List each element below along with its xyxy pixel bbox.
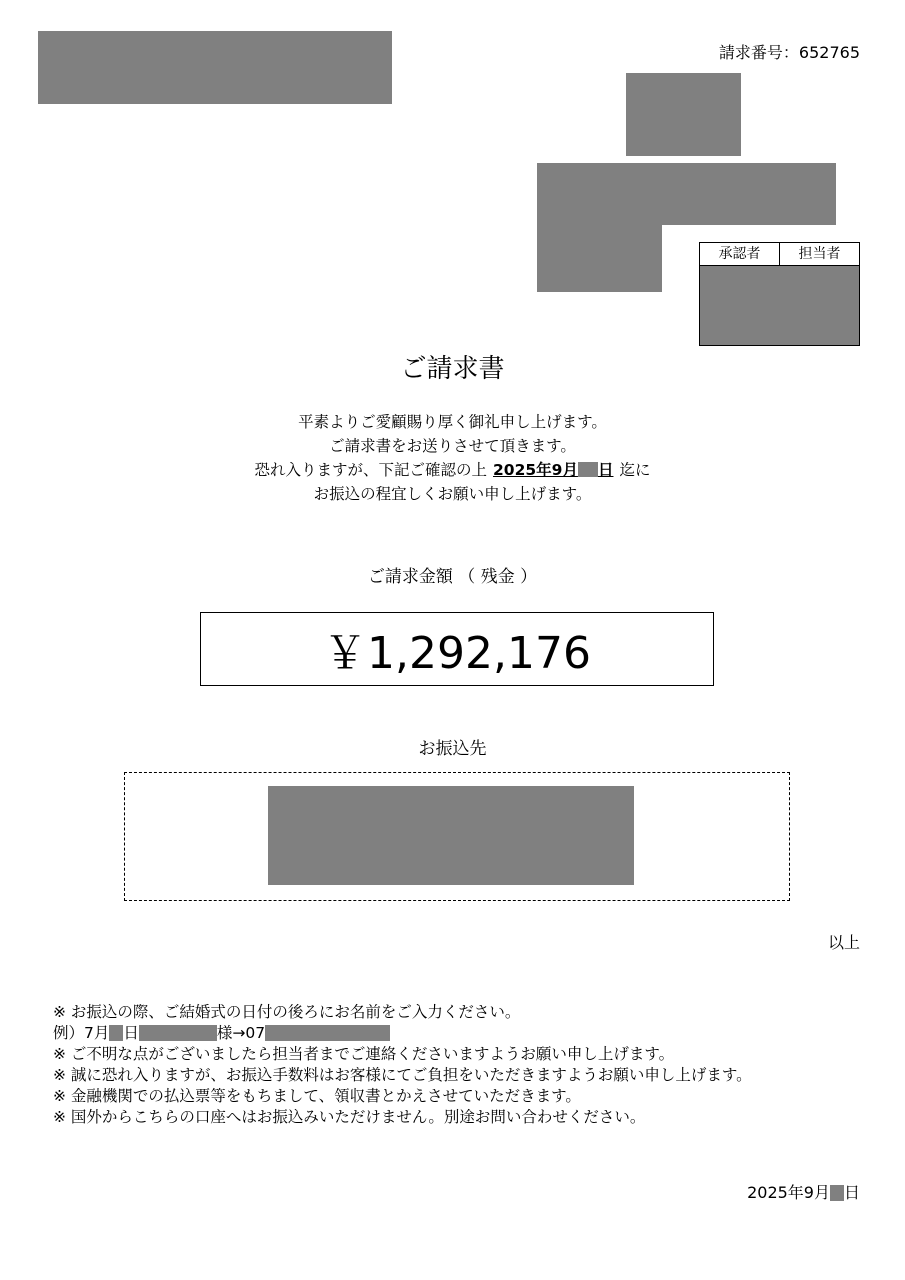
approval-stamp-box	[699, 242, 860, 346]
footer-date: 2025年9月 日	[747, 1183, 860, 1202]
redacted-day	[109, 1025, 123, 1041]
redacted-company-info	[537, 163, 836, 225]
intro-text	[0, 410, 905, 506]
redacted-bank-details	[268, 786, 634, 885]
note-example: 例）7月 日 様→07	[53, 1023, 853, 1044]
note-4: ※ 金融機関での払込票等をもちまして、領収書とかえさせていただきます。	[53, 1087, 581, 1105]
closing-text: 以上	[827, 933, 860, 952]
redacted-stamps	[700, 266, 859, 345]
invoice-number	[719, 40, 860, 63]
redacted-name	[139, 1025, 217, 1041]
document-title: ご請求書	[400, 354, 505, 384]
amount-value: ￥1,292,176	[323, 628, 591, 679]
note-1: ※ お振込の際、ご結婚式の日付の後ろにお名前をご入力ください。	[53, 1003, 521, 1021]
note-2: ※ ご不明な点がございましたら担当者までご連絡くださいますようお願い申し上げます。	[53, 1045, 675, 1063]
amount-label: ご請求金額 （ 残金 ）	[367, 567, 538, 587]
bank-label: お振込先	[418, 739, 487, 759]
amount-box	[200, 612, 714, 686]
redacted-day	[830, 1185, 844, 1201]
stamp-approver-label: 承認者	[700, 243, 780, 265]
intro-line-2: ご請求書をお送りさせて頂きます。	[329, 437, 576, 455]
invoice-number-value: 652765	[798, 43, 860, 62]
redacted-day	[578, 462, 598, 477]
redacted-company-address	[537, 225, 662, 292]
redacted-example-code	[265, 1025, 390, 1041]
note-3: ※ 誠に恐れ入りますが、お振込手数料はお客様にてご負担をいただきますようお願い申し上げます。	[53, 1066, 752, 1084]
intro-line-3: 恐れ入りますが、下記ご確認の上 2025年9月 日 迄に	[254, 461, 651, 479]
stamp-person-label: 担当者	[798, 246, 841, 262]
invoice-number-label: 請求番号：	[718, 43, 799, 62]
notes-section	[53, 1002, 853, 1128]
redacted-company-logo	[626, 73, 741, 156]
due-date: 2025年9月 日	[493, 461, 614, 479]
intro-line-1: 平素よりご愛顧賜り厚く御礼申し上げます。	[298, 413, 607, 431]
note-5: ※ 国外からこちらの口座へはお振込みいただけません。別途お問い合わせください。	[53, 1108, 646, 1126]
redacted-sender-block	[38, 31, 392, 104]
intro-line-4: お振込の程宜しくお願い申し上げます。	[313, 485, 592, 503]
